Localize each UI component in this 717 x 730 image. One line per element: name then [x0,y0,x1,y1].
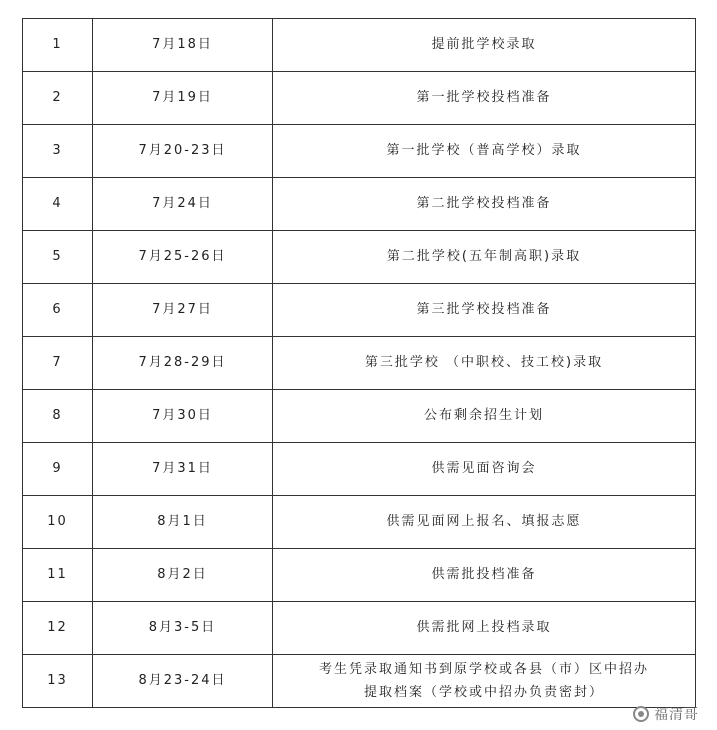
row-number: 2 [23,72,93,125]
row-date: 7月25-26日 [93,231,273,284]
row-number: 8 [23,390,93,443]
row-item: 第二批学校(五年制高职)录取 [273,231,696,284]
table-row [23,549,696,602]
row-number: 13 [23,655,93,708]
row-number: 3 [23,125,93,178]
row-date: 7月20-23日 [93,125,273,178]
row-date: 8月23-24日 [93,655,273,708]
row-item-line-1: 考生凭录取通知书到原学校或各县（市）区中招办 [318,661,649,677]
row-item: 供需批网上投档录取 [273,602,696,655]
table-row [23,19,696,72]
row-item: 第一批学校投档准备 [273,72,696,125]
table-row [23,284,696,337]
row-item: 公布剩余招生计划 [273,390,696,443]
row-number: 4 [23,178,93,231]
row-date: 7月19日 [93,72,273,125]
row-date: 8月3-5日 [93,602,273,655]
row-item: 提前批学校录取 [273,19,696,72]
row-number: 11 [23,549,93,602]
row-date: 7月28-29日 [93,337,273,390]
admission-schedule-table [22,18,696,708]
row-number: 5 [23,231,93,284]
table-row [23,72,696,125]
table-row [23,125,696,178]
row-date: 7月30日 [93,390,273,443]
row-date: 8月1日 [93,496,273,549]
row-date: 8月2日 [93,549,273,602]
row-date: 7月27日 [93,284,273,337]
row-item [273,655,696,708]
row-item-line-2: 提取档案（学校或中招办负责密封） [363,685,604,700]
table-body [23,19,696,708]
row-date: 7月24日 [93,178,273,231]
row-item: 第一批学校（普高学校）录取 [273,125,696,178]
row-number: 6 [23,284,93,337]
table-row [23,655,696,708]
table-row [23,496,696,549]
row-number: 7 [23,337,93,390]
table-row [23,443,696,496]
row-item: 供需见面网上报名、填报志愿 [273,496,696,549]
row-item: 第二批学校投档准备 [273,178,696,231]
row-date: 7月31日 [93,443,273,496]
row-item: 供需批投档准备 [273,549,696,602]
watermark-text: 福清哥 [654,707,699,723]
row-number: 12 [23,602,93,655]
table-row [23,178,696,231]
row-item: 第三批学校 （中职校、技工校)录取 [273,337,696,390]
row-number: 1 [23,19,93,72]
row-item: 供需见面咨询会 [273,443,696,496]
watermark [633,704,699,724]
row-date: 7月18日 [93,19,273,72]
wechat-bubble-icon [633,706,649,722]
row-item: 第三批学校投档准备 [273,284,696,337]
table-row [23,231,696,284]
row-number: 9 [23,443,93,496]
table-row [23,602,696,655]
table-row [23,390,696,443]
table-row [23,337,696,390]
row-number: 10 [23,496,93,549]
